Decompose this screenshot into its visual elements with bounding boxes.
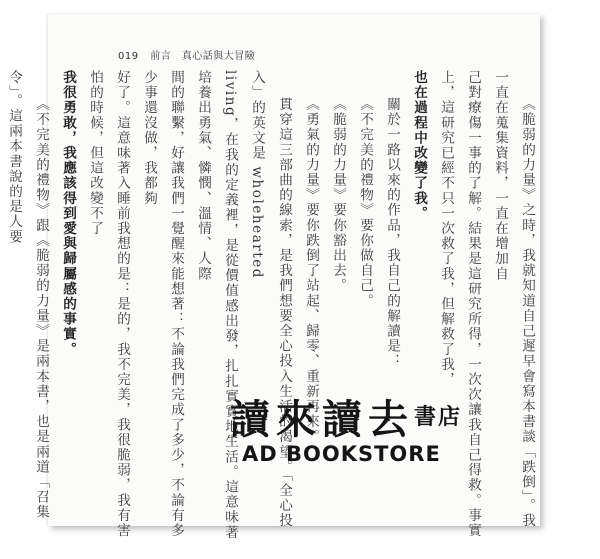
chapter-title: 前言 真心話與大冒險: [150, 51, 256, 62]
text-column: 間的聯繫，好讓我們一覺醒來能想著：不論我們完成了多少，不論有多少事還沒做，我都夠: [141, 70, 184, 539]
text-column: 《脆弱的力量》要你豁出去。: [330, 97, 346, 294]
text-column: 《勇氣的力量》要你跌倒了站起、歸零、重新再來。: [303, 97, 319, 445]
text-column: 也在過程中改變了我。: [411, 70, 427, 221]
page-header: [118, 47, 255, 62]
text-column: 關於一路以來的作品，我自己的解讀是：: [384, 97, 400, 369]
text-column: 好了。這意味著入睡前我想的是：是的，我不完美，我很脆弱，我有害怕的時候，但這改變不了: [87, 70, 130, 539]
watermark-english: AD BOOKSTORE: [242, 442, 441, 466]
text-column: 貫穿這三部曲的線索，是我們想要全心投入生活的渴望。「全心投入」的英文是 wholehearted: [249, 70, 292, 529]
vertical-body-text: [6, 70, 540, 540]
text-column: 《脆弱的力量》之時，我就知道自己遲早會寫本書談「跌倒」。我一直在蒐集資料，一直在增加自: [492, 70, 535, 529]
text-column: 《不完美的禮物》要你做自己。: [357, 97, 373, 309]
text-column: 《不完美的禮物》跟《脆弱的力量》是兩本書，也是兩道「召集令」。這兩本書說的是人要: [6, 70, 49, 520]
text-column: living，在我的定義裡，是從價值感出發，扎扎實實地生活。這意味著培養出勇氣、憐憫、溫情、人際: [195, 70, 238, 540]
page-number: 019: [118, 51, 139, 62]
watermark-chinese: 讀來讀去: [230, 397, 414, 443]
watermark-chinese-suffix: 書店: [414, 405, 463, 430]
text-column: 我很勇敢，我應該得到愛與歸屬感的事實。: [60, 70, 76, 357]
text-column: 己對療傷一事的了解。結果是這研究所得，一次次讓我自己得救。事實上，這研究已經不只一次救了我，但解救了我，: [438, 70, 481, 539]
